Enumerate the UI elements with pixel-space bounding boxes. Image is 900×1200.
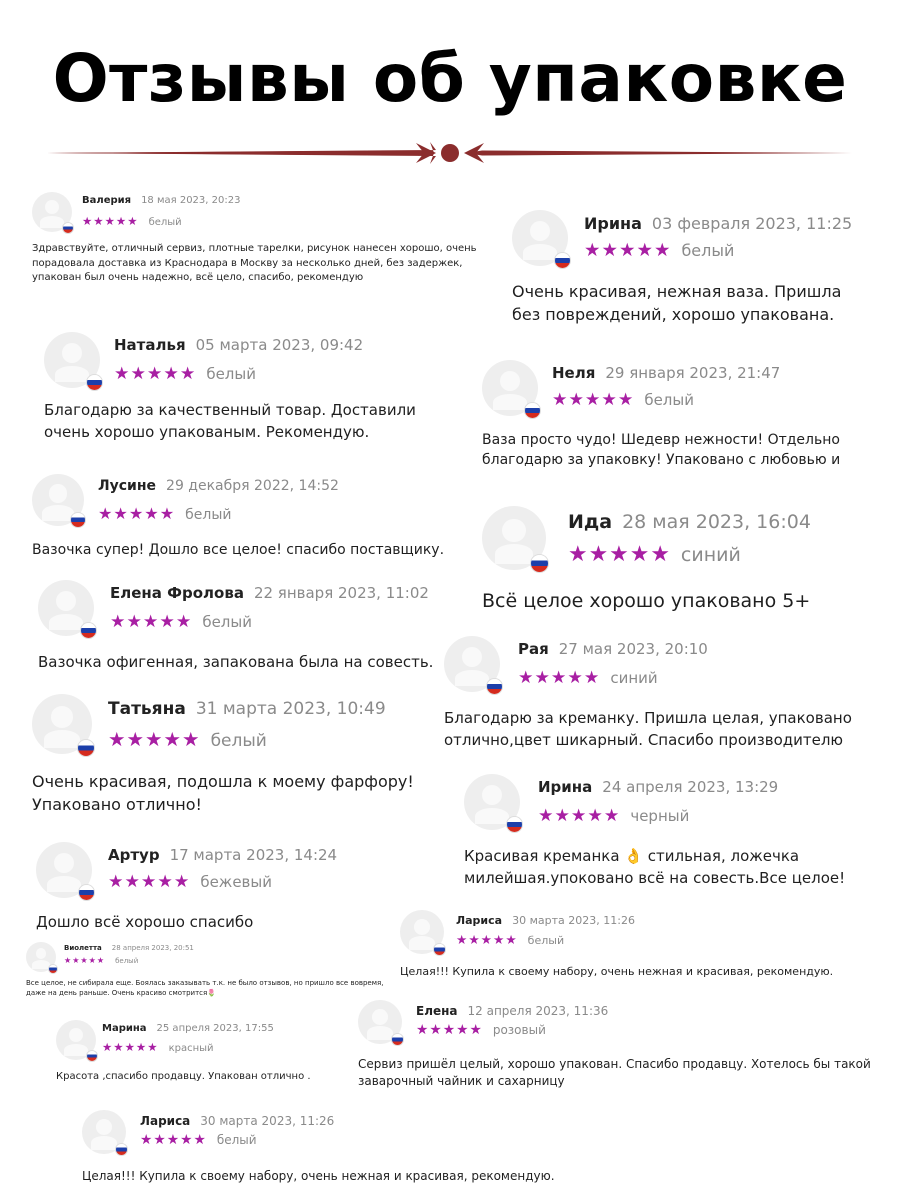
review-date: 25 апреля 2023, 17:55 — [156, 1023, 274, 1035]
review-date: 18 мая 2023, 20:23 — [141, 195, 241, 207]
review-date: 30 марта 2023, 11:26 — [512, 913, 635, 927]
reviewer-name: Неля — [552, 364, 596, 383]
star-rating — [102, 1040, 214, 1054]
russia-flag-icon — [87, 1051, 97, 1061]
review-header — [108, 846, 337, 864]
product-variant: белый — [148, 217, 182, 228]
review-date: 12 апреля 2023, 11:36 — [467, 1003, 609, 1018]
product-variant: черный — [630, 807, 690, 825]
russia-flag-icon — [79, 885, 94, 900]
review-text: Вазочка супер! Дошло все целое! спасибо поставщику. — [32, 542, 445, 558]
star-rating — [108, 728, 267, 751]
reviewer-name: Ирина — [538, 778, 593, 797]
review-header — [568, 511, 811, 533]
review-date: 29 декабря 2022, 14:52 — [166, 478, 339, 495]
review-date: 24 апреля 2023, 13:29 — [602, 778, 779, 797]
russia-flag-icon — [434, 944, 445, 955]
star-rating — [64, 956, 138, 965]
product-variant: белый — [202, 613, 252, 631]
reviewer-name: Виолетта — [64, 944, 102, 953]
review-text: Благодарю за качественный товар. Доставили очень хорошо упакованым. Рекомендую. — [44, 401, 416, 441]
star-rating — [416, 1022, 546, 1038]
reviewer-name: Артур — [108, 846, 160, 865]
rating-stars-icon: ★★★★★ — [584, 240, 672, 261]
product-variant: белый — [210, 731, 267, 751]
rating-stars-icon: ★★★★★ — [538, 806, 621, 826]
russia-flag-icon — [392, 1034, 403, 1045]
rating-stars-icon: ★★★★★ — [416, 1022, 483, 1038]
rating-stars-icon: ★★★★★ — [114, 364, 197, 384]
star-rating — [82, 214, 182, 228]
review-header — [140, 1114, 334, 1128]
rating-stars-icon: ★★★★★ — [552, 390, 635, 410]
review-header — [552, 364, 780, 382]
review-date: 05 марта 2023, 09:42 — [195, 336, 364, 355]
review-text: Ваза просто чудо! Шедевр нежности! Отдельно благодарю за упаковку! Упаковано с любовью и — [482, 432, 841, 469]
review-header — [108, 699, 386, 719]
product-variant: белый — [216, 1133, 257, 1147]
russia-flag-icon — [63, 223, 73, 233]
star-rating — [98, 504, 232, 523]
russia-flag-icon — [78, 740, 94, 756]
rating-stars-icon: ★★★★★ — [98, 504, 176, 523]
reviewer-name: Елена Фролова — [110, 584, 244, 603]
product-variant: белый — [115, 957, 139, 965]
russia-flag-icon — [71, 513, 85, 527]
review-date: 17 марта 2023, 14:24 — [169, 846, 338, 865]
review-date: 29 января 2023, 21:47 — [605, 364, 781, 383]
review-date: 31 марта 2023, 10:49 — [195, 698, 386, 719]
review-header — [584, 214, 852, 233]
reviewer-name: Лариса — [456, 913, 503, 927]
rating-stars-icon: ★★★★★ — [456, 932, 518, 947]
review-text: Все целое, не сибирала еще. Боялась заказывать т.к. не было отзывов, но пришло все вовремя, даже на день раньше. Очень красиво смотрится🌷 — [26, 979, 384, 998]
rating-stars-icon: ★★★★★ — [108, 728, 201, 751]
review-text: Целая!!! Купила к своему набору, очень нежная и красивая, рекомендую. — [400, 965, 834, 978]
review-header — [98, 478, 339, 494]
review-header — [114, 336, 363, 354]
review-header — [538, 778, 778, 796]
reviewer-name: Ида — [568, 511, 613, 534]
reviewer-name: Лариса — [140, 1113, 191, 1128]
rating-stars-icon: ★★★★★ — [110, 612, 193, 632]
russia-flag-icon — [87, 375, 102, 390]
product-variant: бежевый — [200, 873, 272, 891]
star-rating — [552, 390, 694, 410]
reviewer-name: Лусине — [98, 478, 157, 495]
product-variant: красный — [168, 1043, 214, 1054]
review-text: Красивая креманка 👌 стильная, ложечка милейшая.упоковано всё на совесть.Все целое! — [464, 847, 846, 887]
star-rating — [568, 542, 741, 567]
review-header — [82, 195, 240, 206]
review-date: 27 мая 2023, 20:10 — [558, 640, 708, 659]
review-header — [110, 584, 429, 602]
review-header — [518, 640, 708, 658]
russia-flag-icon — [116, 1144, 127, 1155]
product-variant: белый — [206, 365, 256, 383]
ornamental-divider — [46, 138, 854, 168]
review-date: 30 марта 2023, 11:26 — [200, 1113, 335, 1128]
review-date: 28 апреля 2023, 20:51 — [111, 944, 194, 953]
review-header — [416, 1004, 608, 1018]
review-text: Вазочка офигенная, запакована была на совесть. — [38, 653, 434, 671]
rating-stars-icon: ★★★★★ — [140, 1132, 207, 1148]
rating-stars-icon: ★★★★★ — [102, 1040, 159, 1054]
star-rating — [518, 668, 658, 688]
star-rating — [584, 240, 734, 261]
russia-flag-icon — [525, 403, 540, 418]
product-variant: белый — [644, 391, 694, 409]
star-rating — [108, 872, 272, 892]
reviewer-name: Елена — [416, 1003, 458, 1018]
star-rating — [456, 932, 564, 947]
reviewer-name: Татьяна — [108, 698, 186, 719]
product-variant: синий — [610, 669, 658, 687]
review-header — [102, 1023, 274, 1034]
star-rating — [114, 364, 256, 384]
russia-flag-icon — [81, 623, 96, 638]
rating-stars-icon: ★★★★★ — [568, 542, 671, 567]
review-text: Здравствуйте, отличный сервиз, плотные тарелки, рисунок нанесен хорошо, очень порадовала доставка из Краснодара в Москву за несколько дней, без задержек, упакован был очень надежно, всё цело, спасибо, рекомендую — [32, 243, 477, 283]
review-text: Красота ,спасибо продавцу. Упакован отлично . — [56, 1071, 311, 1082]
review-text: Дошло всё хорошо спасибо — [36, 913, 254, 931]
review-text: Сервиз пришёл целый, хорошо упакован. Спасибо продавцу. Хотелось бы такой заварочный чайник и сахарницу — [358, 1057, 871, 1089]
product-variant: синий — [680, 544, 741, 566]
rating-stars-icon: ★★★★★ — [64, 956, 106, 965]
review-text: Всё целое хорошо упаковано 5+ — [482, 590, 811, 612]
russia-flag-icon — [49, 965, 57, 973]
product-variant: белый — [527, 934, 565, 947]
reviewer-name: Наталья — [114, 336, 186, 355]
review-text: Очень красивая, подошла к моему фарфору! Упаковано отлично! — [32, 772, 414, 815]
russia-flag-icon — [531, 555, 548, 572]
review-header — [64, 944, 194, 952]
star-rating — [110, 612, 252, 632]
review-date: 03 февраля 2023, 11:25 — [651, 214, 853, 234]
reviewer-name: Валерия — [82, 195, 132, 207]
rating-stars-icon: ★★★★★ — [518, 668, 601, 688]
page-title: Отзывы об упаковке — [52, 40, 848, 117]
reviewer-name: Рая — [518, 640, 549, 659]
product-variant: белый — [185, 507, 232, 523]
reviewer-name: Марина — [102, 1023, 147, 1035]
review-text: Целая!!! Купила к своему набору, очень нежная и красивая, рекомендую. — [82, 1169, 555, 1183]
review-date: 28 мая 2023, 16:04 — [622, 511, 811, 534]
review-date: 22 января 2023, 11:02 — [253, 584, 429, 603]
star-rating — [140, 1132, 257, 1148]
review-text: Очень красивая, нежная ваза. Пришла без повреждений, хорошо упакована. — [512, 282, 842, 325]
russia-flag-icon — [487, 679, 502, 694]
reviewer-name: Ирина — [584, 214, 642, 234]
review-text: Благодарю за креманку. Пришла целая, упаковано отлично,цвет шикарный. Спасибо производителю — [444, 709, 852, 749]
russia-flag-icon — [507, 817, 522, 832]
review-header — [456, 914, 635, 927]
rating-stars-icon: ★★★★★ — [108, 872, 191, 892]
rating-stars-icon: ★★★★★ — [82, 214, 139, 228]
star-rating — [538, 806, 689, 826]
product-variant: белый — [681, 241, 735, 260]
product-variant: розовый — [492, 1023, 546, 1037]
russia-flag-icon — [555, 253, 570, 268]
